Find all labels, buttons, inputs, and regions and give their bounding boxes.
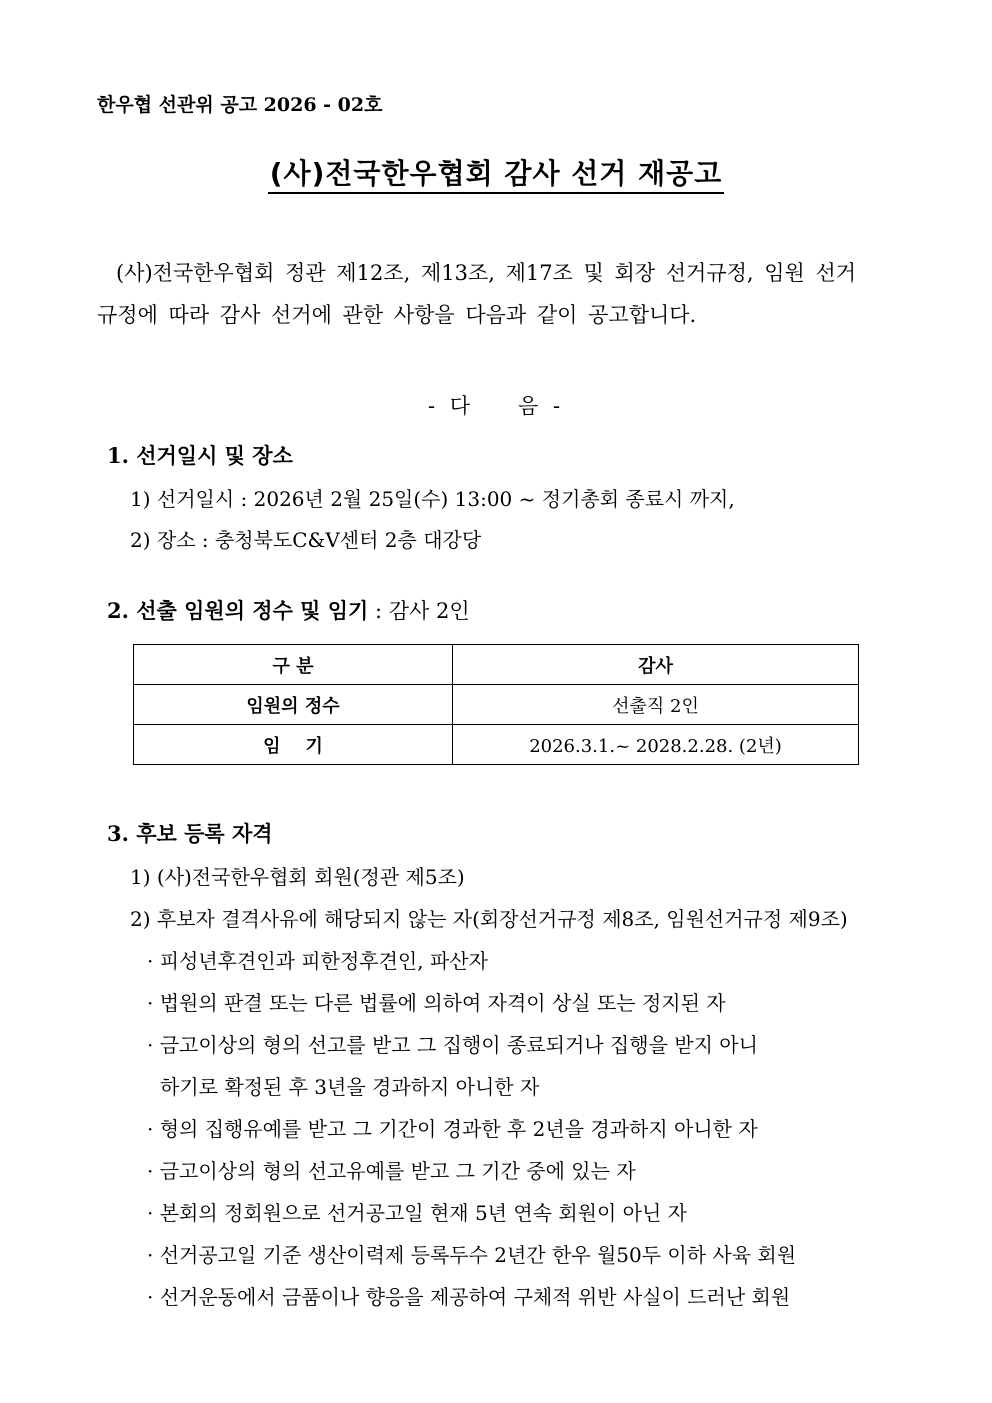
table-row-value: 2026.3.1.~ 2028.2.28. (2년): [453, 725, 859, 765]
disqualification-bullet-continuation: 하기로 확정된 후 3년을 경과하지 아니한 자: [160, 1075, 540, 1099]
disqualification-bullet: · 피성년후견인과 피한정후견인, 파산자: [147, 949, 488, 973]
document-title: (사)전국한우협회 감사 선거 재공고: [268, 157, 725, 194]
intro-line-1: (사)전국한우협회 정관 제12조, 제13조, 제17조 및 회장 선거규정, 임원 선거: [116, 261, 857, 285]
section3-item-2: 2) 후보자 결격사유에 해당되지 않는 자(회장선거규정 제8조, 임원선거규정 제9조): [130, 907, 848, 931]
divider-right: 음 -: [518, 394, 565, 418]
disqualification-bullet: · 형의 집행유예를 받고 그 기간이 경과한 후 2년을 경과하지 아니한 자: [147, 1117, 758, 1141]
intro-line-2: 규정에 따라 감사 선거에 관한 사항을 다음과 같이 공고합니다.: [97, 303, 697, 327]
section1-item-1: 1) 선거일시 : 2026년 2월 25일(수) 13:00 ~ 정기총회 종료시 까지,: [130, 487, 735, 511]
section2-heading-line: [107, 595, 470, 625]
section1-item-2: 2) 장소 : 충청북도C&V센터 2층 대강당: [130, 528, 482, 552]
table-row-label: 임 기: [134, 725, 453, 765]
table-row: [134, 725, 859, 765]
officer-table: [133, 644, 859, 765]
disqualification-bullet: · 선거운동에서 금품이나 향응을 제공하여 구체적 위반 사실이 드러난 회원: [147, 1285, 791, 1309]
section3-item-1: 1) (사)전국한우협회 회원(정관 제5조): [130, 865, 465, 889]
table-header-row: [134, 645, 859, 685]
section1-heading: 1. 선거일시 및 장소: [107, 443, 293, 468]
notice-number: 한우협 선관위 공고 2026 - 02호: [97, 94, 383, 116]
disqualification-bullet: · 법원의 판결 또는 다른 법률에 의하여 자격이 상실 또는 정지된 자: [147, 991, 726, 1015]
table-row-label: 임원의 정수: [134, 685, 453, 725]
divider-left: - 다: [427, 394, 474, 418]
table-header-auditor: 감사: [453, 645, 859, 685]
section2-heading-suffix: : 감사 2인: [368, 599, 470, 623]
document-title-block: [0, 152, 992, 192]
table-row-value: 선출직 2인: [453, 685, 859, 725]
table-header-category: 구 분: [134, 645, 453, 685]
table-row: [134, 685, 859, 725]
section3-heading: 3. 후보 등록 자격: [107, 821, 273, 846]
section2-heading: 2. 선출 임원의 정수 및 임기: [107, 598, 369, 623]
disqualification-bullet: · 선거공고일 기준 생산이력제 등록두수 2년간 한우 월50두 이하 사육 회원: [147, 1243, 797, 1267]
disqualification-bullet: · 금고이상의 형의 선고를 받고 그 집행이 종료되거나 집행을 받지 아니: [147, 1033, 758, 1057]
section-divider: [0, 390, 992, 420]
disqualification-bullet: · 금고이상의 형의 선고유예를 받고 그 기간 중에 있는 자: [147, 1159, 636, 1183]
disqualification-bullet: · 본회의 정회원으로 선거공고일 현재 5년 연속 회원이 아닌 자: [147, 1201, 687, 1225]
